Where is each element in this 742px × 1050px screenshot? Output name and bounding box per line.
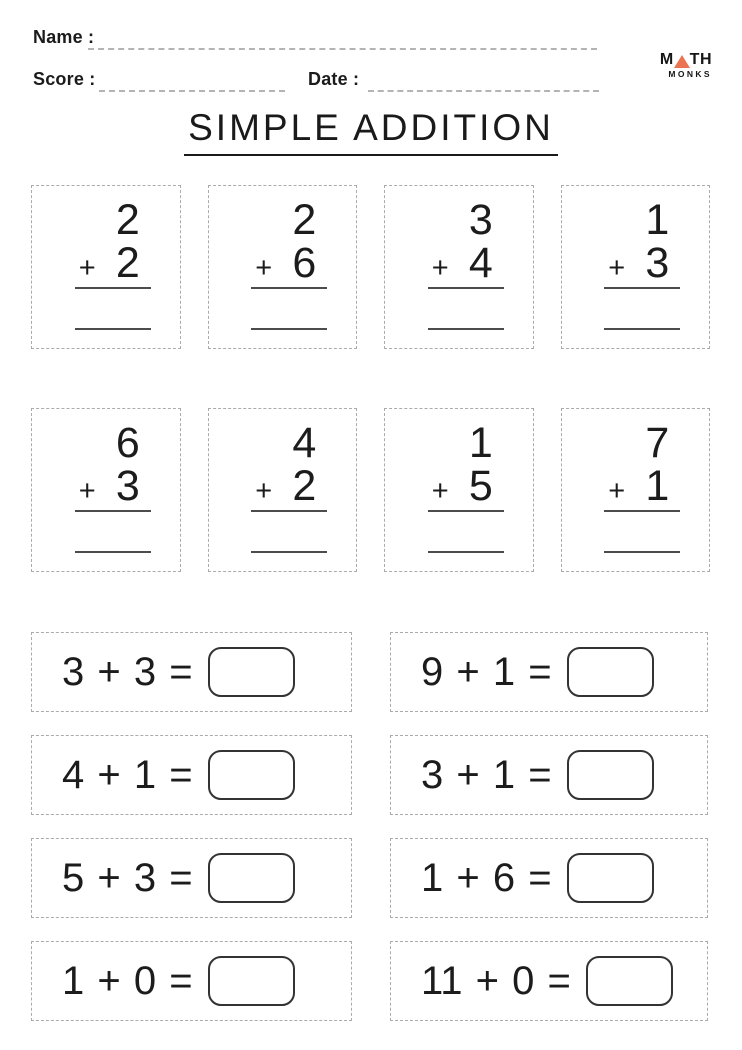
score-label: Score : xyxy=(33,69,96,89)
horizontal-problem-card xyxy=(31,735,352,815)
answer-box[interactable] xyxy=(208,750,295,800)
vertical-problem-card xyxy=(31,408,181,572)
addend-bottom: 4 xyxy=(468,239,493,288)
addend-top: 2 xyxy=(115,196,140,244)
addend-bottom: 2 xyxy=(115,239,140,288)
horizontal-problem-card xyxy=(390,735,708,815)
addend-bottom: 5 xyxy=(468,462,493,511)
addend-bottom: 2 xyxy=(292,462,317,511)
vertical-problem-card xyxy=(208,408,358,572)
answer-blank-line[interactable] xyxy=(251,551,327,553)
addend-top: 6 xyxy=(115,419,140,467)
horizontal-problem-card xyxy=(31,941,352,1021)
answer-box[interactable] xyxy=(208,853,295,903)
expression: 11 + 0 = xyxy=(421,959,571,1003)
addend-top: 1 xyxy=(468,419,493,467)
sum-line xyxy=(428,287,504,289)
expression: 3 + 1 = xyxy=(421,753,552,797)
operand-row xyxy=(75,462,151,511)
logo-math-word xyxy=(660,52,712,68)
score-fill-line[interactable] xyxy=(99,90,285,92)
horizontal-problem-card xyxy=(31,838,352,918)
answer-blank-line[interactable] xyxy=(604,551,680,553)
operand-row xyxy=(428,239,504,288)
expression: 1 + 0 = xyxy=(62,959,193,1003)
vertical-problem-card xyxy=(208,185,358,349)
plus-operator: + xyxy=(255,474,273,507)
sum-line xyxy=(604,287,680,289)
date-label: Date : xyxy=(308,69,360,89)
vertical-problems-grid xyxy=(31,185,710,572)
vertical-problem-card xyxy=(384,185,534,349)
page-title: SIMPLE ADDITION xyxy=(184,109,558,156)
plus-operator: + xyxy=(431,251,449,284)
expression: 9 + 1 = xyxy=(421,650,552,694)
answer-box[interactable] xyxy=(567,647,654,697)
sum-line xyxy=(251,510,327,512)
operand-row xyxy=(75,239,151,288)
answer-box[interactable] xyxy=(586,956,673,1006)
logo-letters-th: TH xyxy=(689,51,712,68)
operand-row xyxy=(251,462,327,511)
vertical-problem-card xyxy=(384,408,534,572)
vertical-problem xyxy=(428,196,504,348)
sum-line xyxy=(428,510,504,512)
answer-box[interactable] xyxy=(208,956,295,1006)
horizontal-problem-card xyxy=(390,941,708,1021)
addend-top: 4 xyxy=(292,419,317,467)
sum-line xyxy=(604,510,680,512)
answer-blank-line[interactable] xyxy=(604,328,680,330)
addend-top: 2 xyxy=(292,196,317,244)
vertical-problem xyxy=(251,419,327,571)
vertical-problem xyxy=(75,419,151,571)
horizontal-problem-card xyxy=(31,632,352,712)
vertical-problem-card xyxy=(561,185,711,349)
answer-box[interactable] xyxy=(567,853,654,903)
title-wrap xyxy=(0,109,742,156)
vertical-problem-card xyxy=(561,408,711,572)
addend-top: 7 xyxy=(645,419,670,467)
vertical-problem xyxy=(251,196,327,348)
horizontal-problems-grid xyxy=(31,632,708,1021)
expression: 5 + 3 = xyxy=(62,856,193,900)
answer-blank-line[interactable] xyxy=(251,328,327,330)
name-label: Name : xyxy=(33,27,95,47)
sum-line xyxy=(75,287,151,289)
operand-row xyxy=(604,462,680,511)
answer-blank-line[interactable] xyxy=(428,328,504,330)
answer-blank-line[interactable] xyxy=(75,551,151,553)
operand-row xyxy=(251,239,327,288)
addend-bottom: 3 xyxy=(115,462,140,511)
addend-bottom: 6 xyxy=(292,239,317,288)
logo-letter-m: M xyxy=(659,51,674,68)
addend-bottom: 1 xyxy=(645,462,670,511)
vertical-problem xyxy=(75,196,151,348)
expression: 1 + 6 = xyxy=(421,856,552,900)
vertical-problem xyxy=(428,419,504,571)
vertical-problem xyxy=(604,419,680,571)
horizontal-problem-card xyxy=(390,632,708,712)
expression: 3 + 3 = xyxy=(62,650,193,694)
plus-operator: + xyxy=(255,251,273,284)
answer-blank-line[interactable] xyxy=(428,551,504,553)
sum-line xyxy=(251,287,327,289)
answer-box[interactable] xyxy=(567,750,654,800)
plus-operator: + xyxy=(78,474,96,507)
operand-row xyxy=(428,462,504,511)
date-fill-line[interactable] xyxy=(368,90,599,92)
horizontal-problem-card xyxy=(390,838,708,918)
addend-top: 3 xyxy=(468,196,493,244)
addend-bottom: 3 xyxy=(645,239,670,288)
sum-line xyxy=(75,510,151,512)
addend-top: 1 xyxy=(645,196,670,244)
math-monks-logo xyxy=(648,52,712,79)
expression: 4 + 1 = xyxy=(62,753,193,797)
plus-operator: + xyxy=(431,474,449,507)
name-fill-line[interactable] xyxy=(88,48,597,50)
operand-row xyxy=(604,239,680,288)
logo-monks-word: MONKS xyxy=(668,69,712,79)
plus-operator: + xyxy=(608,474,626,507)
plus-operator: + xyxy=(608,251,626,284)
vertical-problem xyxy=(604,196,680,348)
answer-blank-line[interactable] xyxy=(75,328,151,330)
vertical-problem-card xyxy=(31,185,181,349)
triangle-icon xyxy=(674,55,690,68)
answer-box[interactable] xyxy=(208,647,295,697)
plus-operator: + xyxy=(78,251,96,284)
